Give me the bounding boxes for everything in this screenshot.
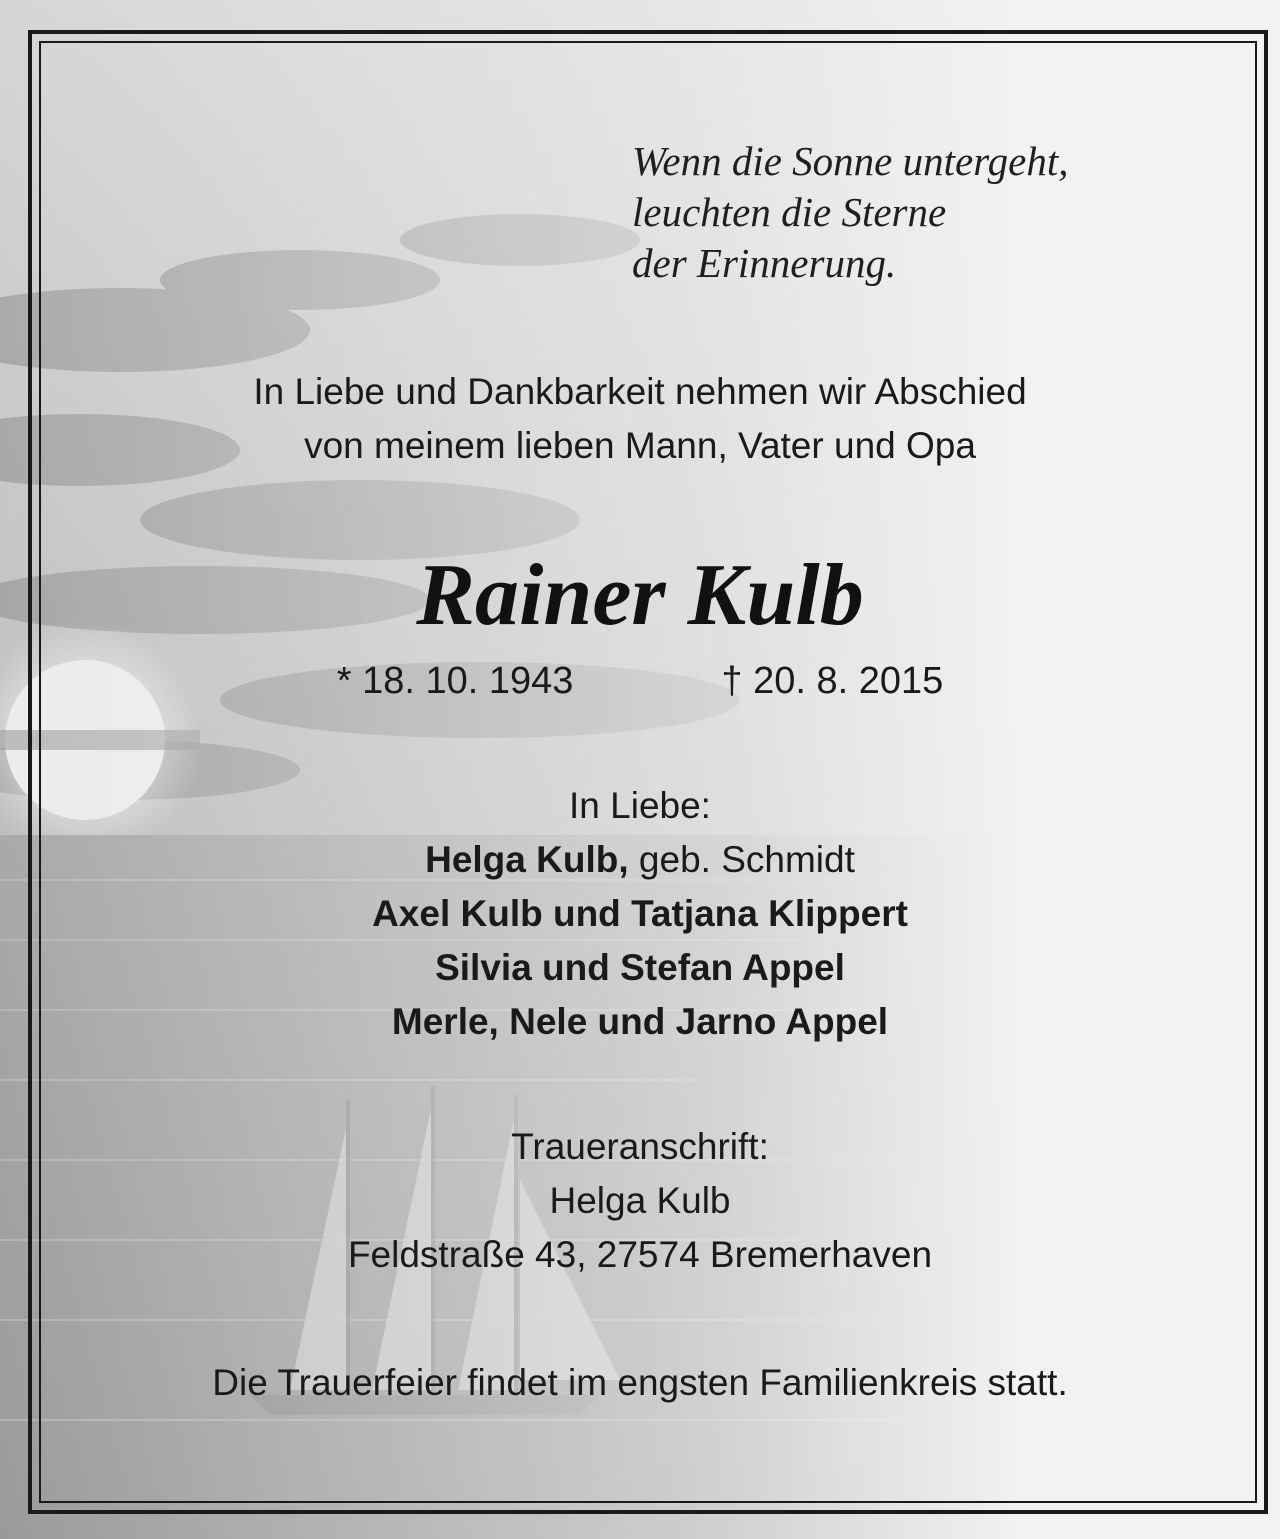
mourner-entry: Silvia und Stefan Appel xyxy=(435,947,845,988)
death-date: † 20. 8. 2015 xyxy=(721,660,944,702)
mourner-maiden-name: geb. Schmidt xyxy=(628,839,855,880)
intro-line-1: In Liebe und Dankbarkeit nehmen wir Abschied xyxy=(253,371,1027,412)
intro-line-2: von meinem lieben Mann, Vater und Opa xyxy=(304,425,976,466)
condolence-address xyxy=(40,1120,1240,1282)
farewell-intro xyxy=(40,365,1240,473)
mourner-entry xyxy=(40,833,1240,887)
mourners-label: In Liebe: xyxy=(569,785,711,826)
deceased-name: Rainer Kulb xyxy=(416,547,864,644)
life-dates xyxy=(40,655,1240,707)
quote-line: leuchten die Sterne xyxy=(632,189,947,235)
mourner-name-bold: Helga Kulb, xyxy=(425,839,629,880)
address-street: Feldstraße 43, 27574 Bremerhaven xyxy=(347,1234,933,1275)
birth-date: * 18. 10. 1943 xyxy=(336,660,574,702)
mourner-entry: Merle, Nele und Jarno Appel xyxy=(391,1001,889,1042)
address-name: Helga Kulb xyxy=(549,1180,731,1221)
address-label: Traueranschrift: xyxy=(511,1126,769,1167)
quote-line: Wenn die Sonne untergeht, xyxy=(632,138,1069,184)
quote-line: der Erinnerung. xyxy=(632,240,897,286)
mourner-entry: Axel Kulb und Tatjana Klippert xyxy=(372,893,908,934)
memorial-quote xyxy=(632,136,1232,289)
mourners-list xyxy=(40,833,1240,1049)
funeral-notice: Die Trauerfeier findet im engsten Familienkreis statt. xyxy=(212,1362,1068,1403)
